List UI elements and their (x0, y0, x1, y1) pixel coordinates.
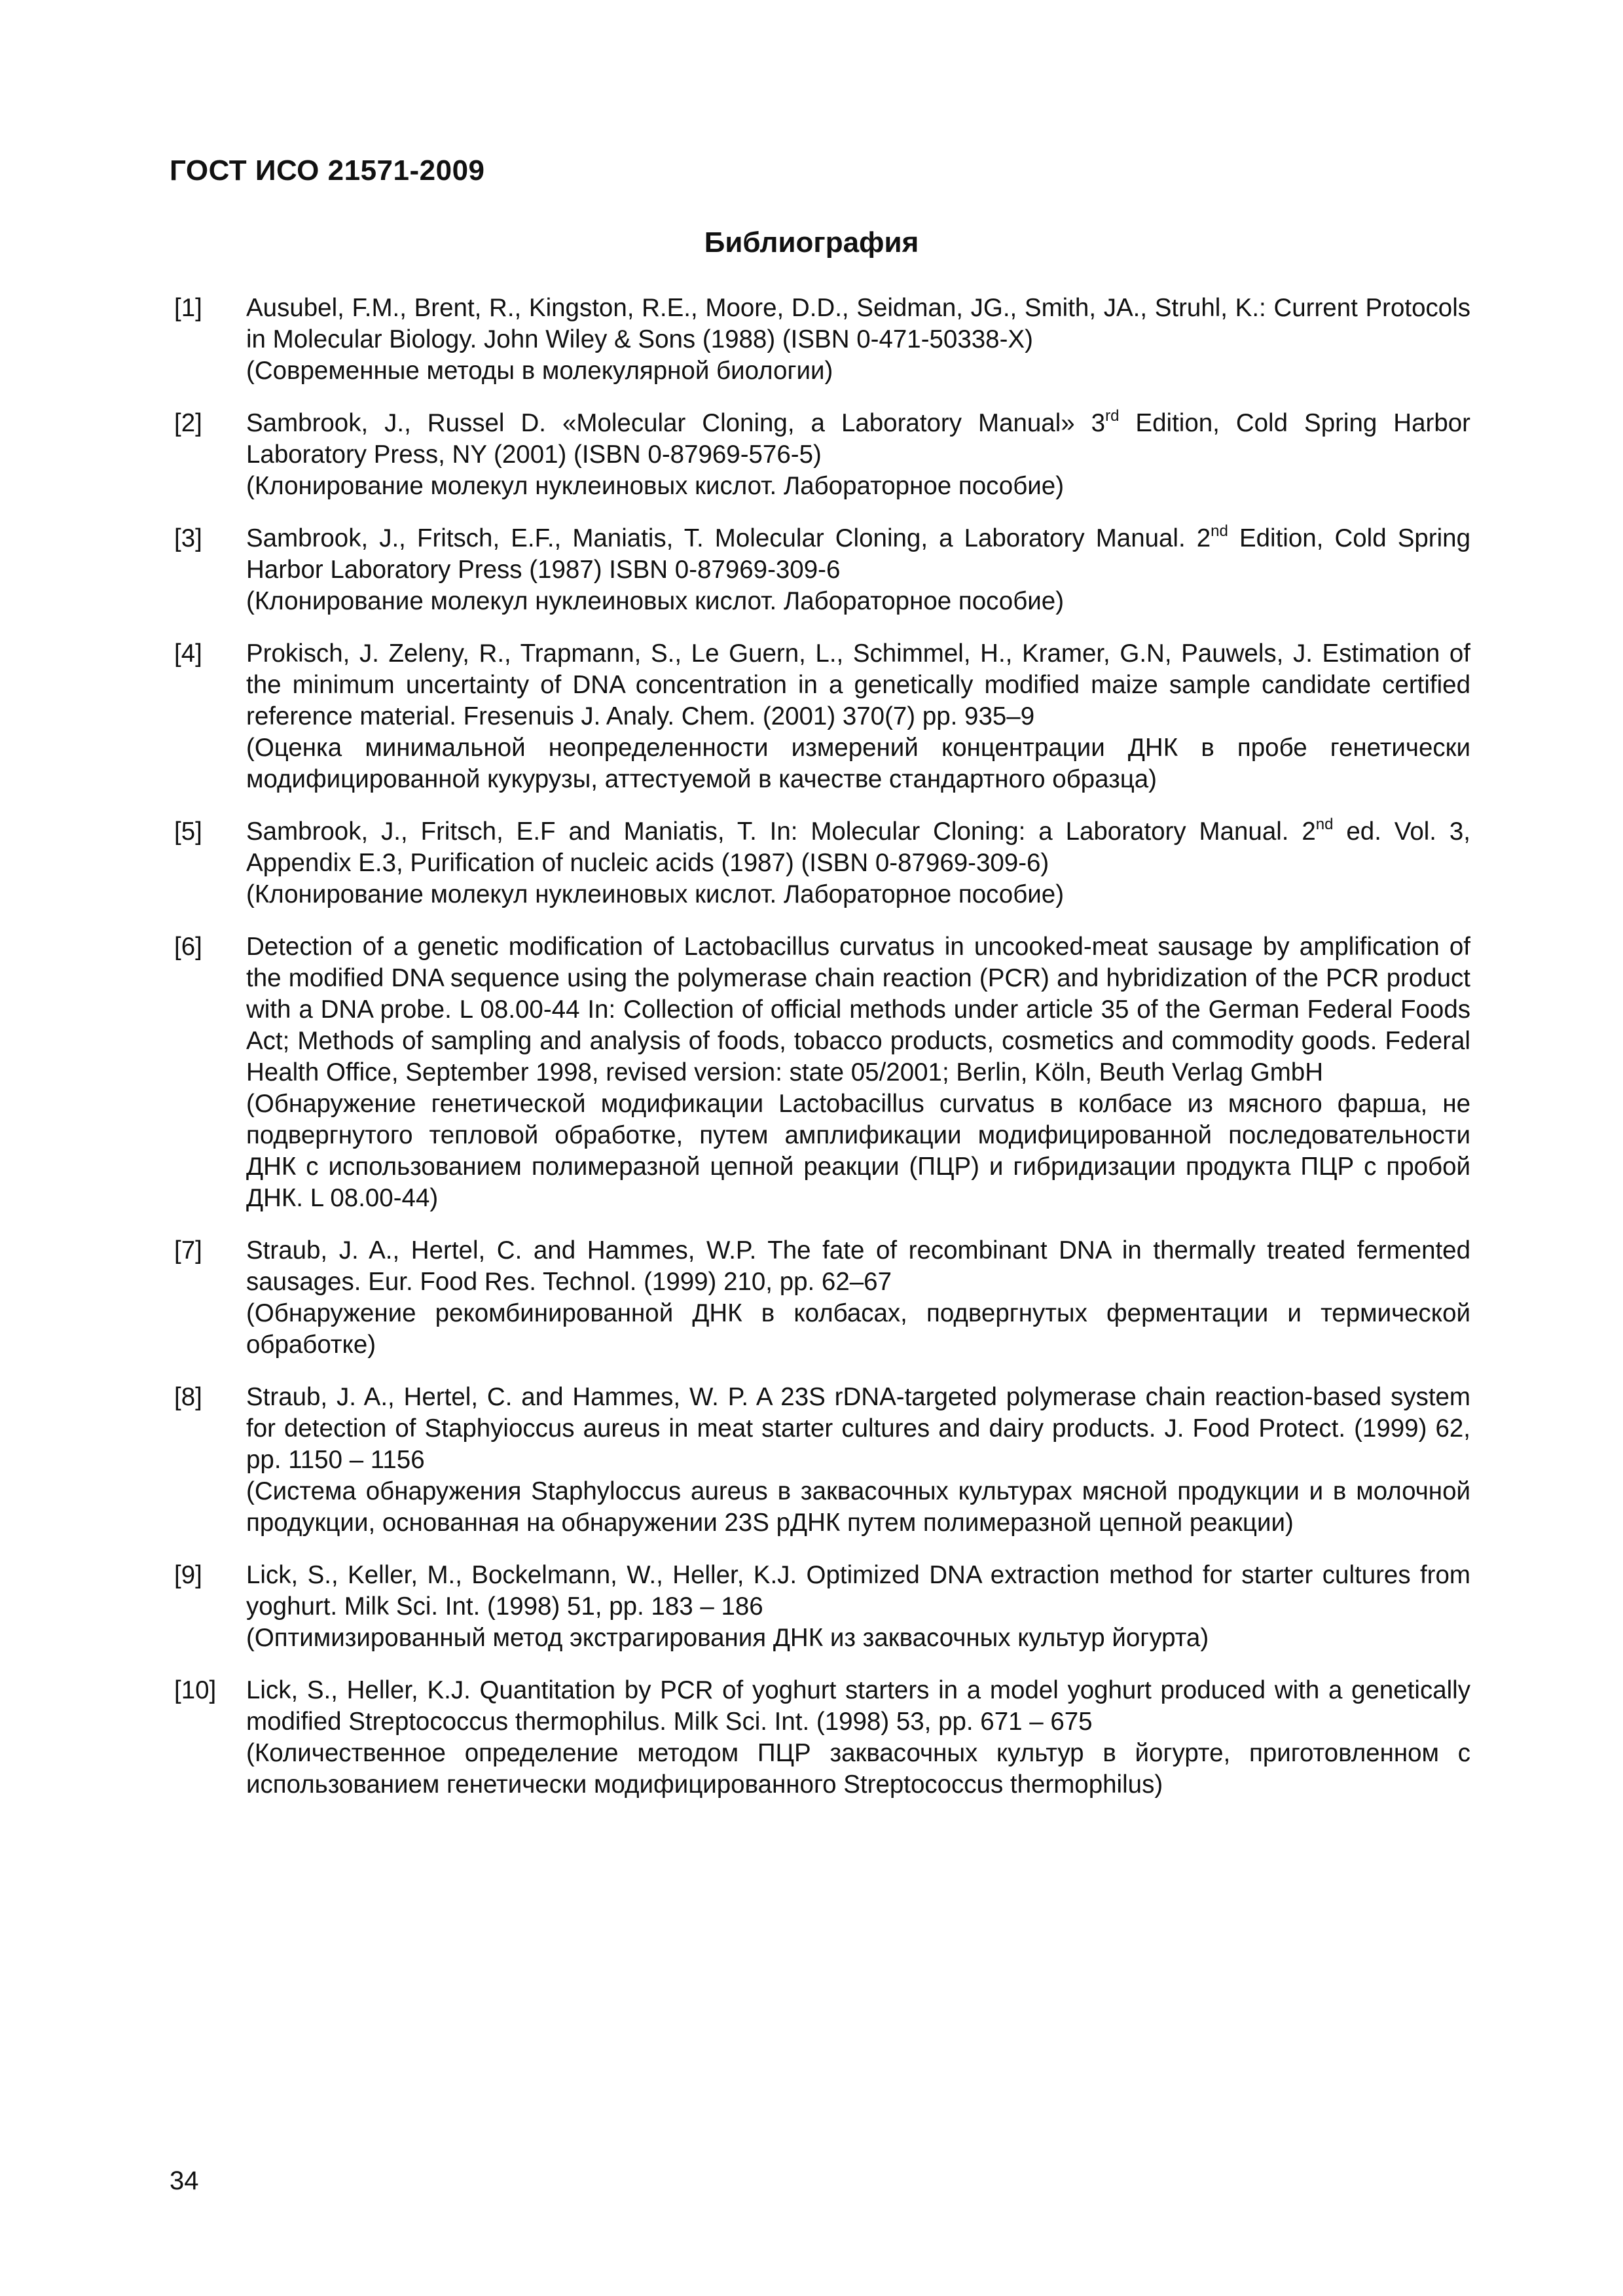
reference-item (174, 408, 1470, 502)
reference-number: [6] (174, 933, 202, 961)
reference-number: [3] (174, 524, 202, 552)
reference-number: [1] (174, 294, 202, 322)
reference-translation: (Оптимизированный метод экстрагирования ДНК из заквасочных культур йогурта) (246, 1624, 1209, 1652)
reference-citation (246, 931, 1470, 1088)
reference-citation (246, 1675, 1470, 1738)
reference-citation (246, 1382, 1470, 1476)
reference-number: [9] (174, 1561, 202, 1589)
reference-number: [7] (174, 1236, 202, 1265)
reference-citation (246, 293, 1470, 355)
reference-item (174, 816, 1470, 910)
citation-text: Ausubel, F.M., Brent, R., Kingston, R.E., Moore, D.D., Seidman, JG., Smith, JA., Struhl, K.: Current Protocols in Molecular Biology. John Wiley & Sons (1988) (ISBN 0-471-50338-X) (246, 294, 1470, 353)
reference-item (174, 1560, 1470, 1654)
citation-text: Prokisch, J. Zeleny, R., Trapmann, S., Le Guern, L., Schimmel, H., Kramer, G.N, Pauwels, J. Estimation of the minimum uncertainty of DNA concentration in a genetically modified maize sample candidate certified reference material. Fresenuis J. Analy. Chem. (2001) 370(7) pp. 935–9 (246, 639, 1470, 730)
edition-superscript: nd (1211, 522, 1228, 540)
citation-text: Lick, S., Heller, K.J. Quantitation by PCR of yoghurt starters in a model yoghurt produced with a genetically modified Streptococcus thermophilus. Milk Sci. Int. (1998) 53, pp. 671 – 675 (246, 1676, 1470, 1736)
reference-translation: (Клонирование молекул нуклеиновых кислот. Лабораторное пособие) (246, 587, 1065, 615)
reference-item (174, 1382, 1470, 1539)
reference-citation (246, 816, 1470, 879)
reference-number: [8] (174, 1383, 202, 1411)
reference-item (174, 638, 1470, 795)
edition-superscript: nd (1315, 816, 1334, 833)
citation-text: Straub, J. A., Hertel, C. and Hammes, W.P. The fate of recombinant DNA in thermally treated fermented sausages. Eur. Food Res. Technol. (1999) 210, pp. 62–67 (246, 1236, 1470, 1296)
reference-number: [4] (174, 639, 202, 668)
reference-number: [5] (174, 817, 202, 846)
citation-text: Sambrook, J., Russel D. «Molecular Cloning, a Laboratory Manual» 3 (246, 409, 1106, 437)
citation-text-cont: Edition, Cold Spring Harbor Laboratory Press, NY (2001) (ISBN 0-87969-576-5) (246, 409, 1470, 469)
reference-citation (246, 638, 1470, 732)
reference-citation (246, 523, 1470, 586)
reference-translation: (Количественное определение методом ПЦР заквасочных культур в йогурте, приготовленном с использованием генетически модифицированного Streptococcus thermophilus) (246, 1739, 1470, 1799)
reference-translation: (Клонирование молекул нуклеиновых кислот. Лабораторное пособие) (246, 472, 1065, 500)
document-id: ГОСТ ИСО 21571-2009 (170, 154, 485, 187)
reference-citation (246, 408, 1470, 471)
reference-citation (246, 1235, 1470, 1298)
citation-text: Sambrook, J., Fritsch, E.F., Maniatis, T. Molecular Cloning, a Laboratory Manual. 2 (246, 524, 1211, 552)
reference-item (174, 293, 1470, 387)
reference-item (174, 931, 1470, 1214)
citation-text-cont: Edition, Cold Spring Harbor Laboratory Press (1987) ISBN 0-87969-309-6 (246, 524, 1470, 584)
reference-number: [10] (174, 1676, 217, 1704)
edition-superscript: rd (1105, 407, 1120, 425)
citation-text: Sambrook, J., Fritsch, E.F and Maniatis, T. In: Molecular Cloning: a Laboratory Manual. 2 (246, 817, 1316, 846)
citation-text-cont: ed. Vol. 3, Appendix E.3, Purification of nucleic acids (1987) (ISBN 0-87969-309-6) (246, 817, 1470, 877)
reference-citation (246, 1560, 1470, 1623)
section-title: Библиография (704, 226, 919, 259)
citation-text: Straub, J. A., Hertel, C. and Hammes, W. P. A 23S rDNA-targeted polymerase chain reaction-based system for detection of Staphyioccus aureus in meat starter cultures and dairy products. J. Food Protect. (1999) 62, pp. 1150 – 1156 (246, 1383, 1470, 1474)
reference-translation: (Оценка минимальной неопределенности измерений концентрации ДНК в пробе генетически модифицированной кукурузы, аттестуемой в качестве стандартного образца) (246, 734, 1470, 793)
reference-item (174, 523, 1470, 617)
reference-translation: (Клонирование молекул нуклеиновых кислот. Лабораторное пособие) (246, 880, 1065, 908)
reference-translation: (Обнаружение генетической модификации Lactobacillus curvatus в колбасе из мясного фарша, не подвергнутого тепловой обработке, путем амплификации модифицированной последовательности ДНК с использованием полимеразной цепной реакции (ПЦР) и гибридизации продукта ПЦР с пробой ДНК. L 08.00-44) (246, 1090, 1470, 1212)
page-number: 34 (170, 2166, 199, 2195)
reference-translation: (Современные методы в молекулярной биологии) (246, 357, 833, 385)
citation-text: Detection of a genetic modification of Lactobacillus curvatus in uncooked-meat sausage by amplification of the modified DNA sequence using the polymerase chain reaction (PCR) and hybridization of the PCR product with a DNA probe. L 08.00-44 In: Collection of official methods under article 35 of the German Federal Foods Act; Methods of sampling and analysis of foods, tobacco products, cosmetics and commodity goods. Federal Health Office, September 1998, revised version: state 05/2001; Berlin, Köln, Beuth Verlag GmbH (246, 933, 1470, 1086)
reference-list (174, 293, 1470, 1821)
citation-text: Lick, S., Keller, M., Bockelmann, W., Heller, K.J. Optimized DNA extraction method for starter cultures from yoghurt. Milk Sci. Int. (1998) 51, pp. 183 – 186 (246, 1561, 1470, 1621)
reference-item (174, 1675, 1470, 1801)
reference-item (174, 1235, 1470, 1361)
reference-translation: (Система обнаружения Staphyloccus aureus в заквасочных культурах мясной продукции и в молочной продукции, основанная на обнаружении 23S рДНК путем полимеразной цепной реакции) (246, 1477, 1470, 1537)
reference-number: [2] (174, 409, 202, 437)
reference-translation: (Обнаружение рекомбинированной ДНК в колбасах, подвергнутых ферментации и термической обработке) (246, 1299, 1470, 1359)
